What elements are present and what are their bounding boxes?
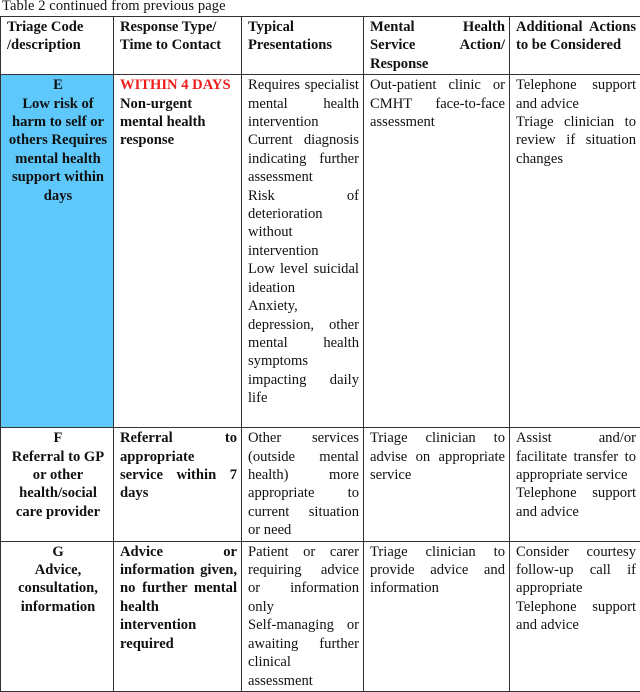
additional-action-item: Triage clinician to review if situation changes (516, 113, 636, 168)
presentation-item: Low level suicidal ideation (248, 260, 359, 297)
triage-table (0, 16, 640, 692)
service-action-cell: Out-patient clinic or CMHT face-to-face assessment (364, 75, 510, 428)
presentation-item: Risk of deterioration without intervention (248, 187, 359, 261)
header-triage-code: Triage Code /description (1, 17, 114, 75)
triage-description: Referral to GP or other health/social care provider (7, 448, 109, 522)
header-response-type: Response Type/ Time to Contact (114, 17, 242, 75)
response-cell (114, 541, 242, 691)
response-type: Referral to appropriate service within 7 days (120, 429, 237, 503)
response-cell (114, 428, 242, 541)
table-row (1, 541, 640, 691)
table-row (1, 75, 640, 428)
service-action-cell: Triage clinician to advise on appropriate service (364, 428, 510, 541)
additional-actions-cell (510, 75, 640, 428)
header-additional-actions: Additional Actions to be Considered (510, 17, 640, 75)
presentation-item: Patient or carer requiring advice or information only (248, 543, 359, 617)
urgent-timeframe: WITHIN 4 DAYS (120, 76, 237, 94)
table-header-row (1, 17, 640, 75)
response-type: Advice or information given, no further mental health intervention required (120, 543, 237, 653)
triage-description: Low risk of harm to self or others Requires mental health support within days (7, 95, 109, 205)
presentations-cell (242, 75, 364, 428)
presentation-item: Self-managing or awaiting further clinical assessment (248, 616, 359, 690)
additional-action-item: Consider courtesy follow-up call if appropriate (516, 543, 636, 598)
triage-code-cell (1, 541, 114, 691)
table-caption: Table 2 continued from previous page (2, 0, 226, 15)
triage-code: F (7, 429, 109, 447)
presentation-item: Anxiety, depression, other mental health symptoms impacting daily life (248, 297, 359, 407)
header-service-action: Mental Health Service Action/ Response (364, 17, 510, 75)
triage-code: G (7, 543, 109, 561)
response-cell (114, 75, 242, 428)
presentations-cell (242, 541, 364, 691)
triage-code-cell (1, 428, 114, 541)
additional-action-item: Telephone support and advice (516, 598, 636, 635)
additional-actions-cell (510, 428, 640, 541)
presentation-item: Other services (outside mental health) more appropriate to current situation or need (248, 429, 359, 539)
additional-actions-cell (510, 541, 640, 691)
presentation-item: Requires specialist mental health intervention (248, 76, 359, 131)
triage-code: E (7, 76, 109, 94)
presentation-item: Current diagnosis indicating further assessment (248, 131, 359, 186)
triage-description: Advice, consultation, information (7, 561, 109, 616)
response-type: Non-urgent mental health response (120, 95, 237, 150)
presentations-cell (242, 428, 364, 541)
triage-code-cell (1, 75, 114, 428)
table-row (1, 428, 640, 541)
additional-action-item: Assist and/or facilitate transfer to appropriate service (516, 429, 636, 484)
additional-action-item: Telephone support and advice (516, 76, 636, 113)
header-typical-presentations: Typical Presentations (242, 17, 364, 75)
additional-action-item: Telephone support and advice (516, 484, 636, 521)
service-action-cell: Triage clinician to provide advice and information (364, 541, 510, 691)
